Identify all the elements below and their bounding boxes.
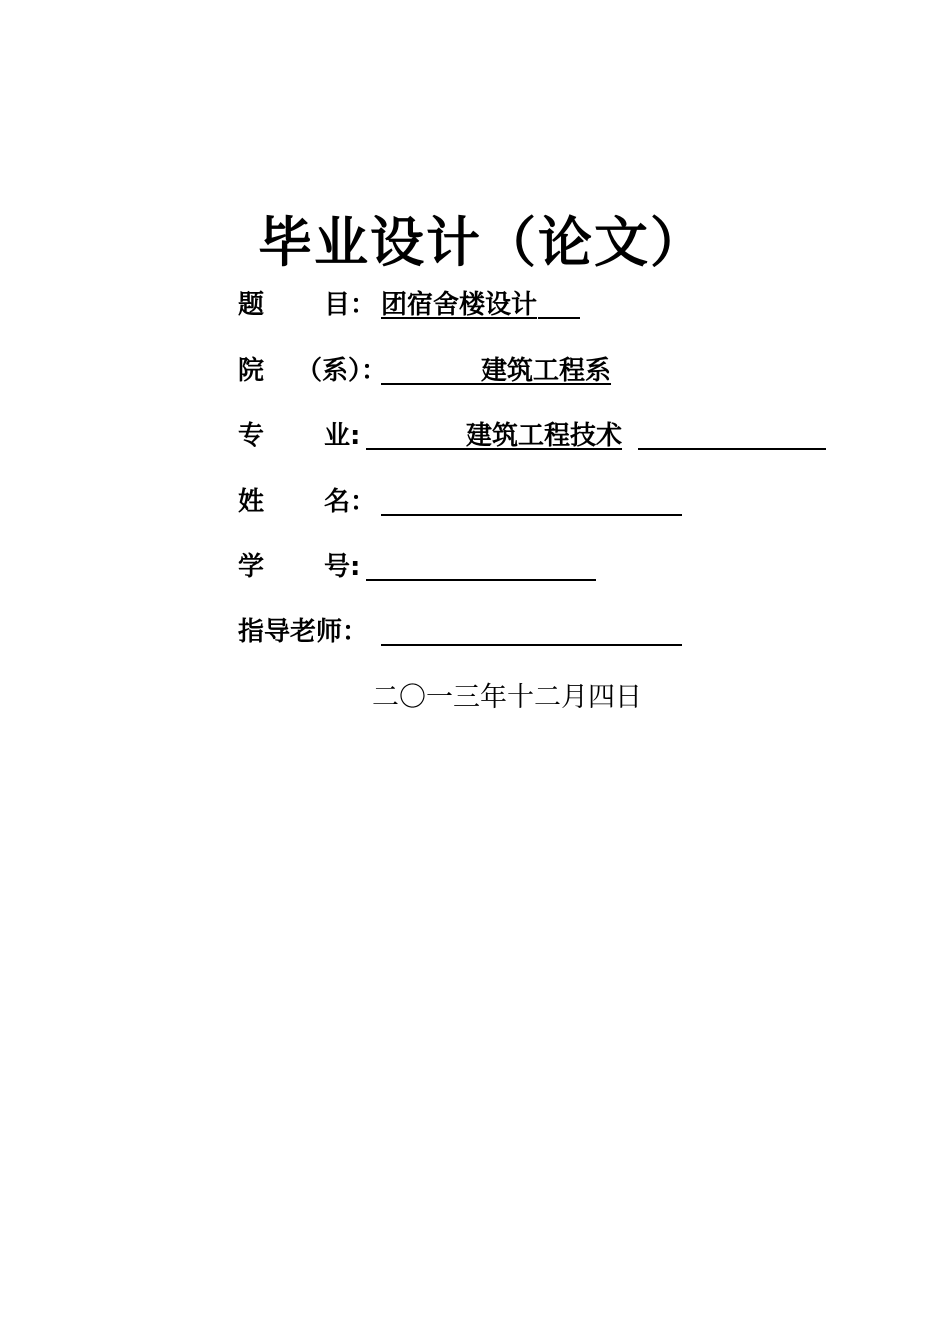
major-label-part2: 业: — [324, 421, 361, 451]
advisor-row — [238, 612, 698, 652]
major-underline-right — [638, 448, 826, 450]
department-row — [238, 351, 638, 391]
page-title: 毕业设计（论文） — [258, 211, 706, 274]
cover-date: 二〇一三年十二月四日 — [372, 682, 642, 713]
advisor-underline — [381, 644, 682, 646]
student-id-label-part1: 学 — [238, 552, 265, 582]
name-underline — [381, 514, 682, 516]
name-label-part2: 名： — [324, 487, 377, 517]
topic-label-part1: 题 — [238, 290, 265, 320]
department-value: 建筑工程系 — [481, 356, 612, 386]
student-id-row — [238, 547, 618, 587]
department-label-part1: 院 — [238, 356, 265, 386]
student-id-label-part2: 号: — [324, 552, 361, 582]
topic-underline — [538, 317, 580, 319]
department-label-part2: （系）： — [296, 356, 388, 386]
student-id-underline — [366, 579, 596, 581]
topic-label-part2: 目： — [324, 290, 377, 320]
name-row — [238, 482, 698, 522]
major-row — [238, 416, 838, 456]
department-underline — [381, 383, 481, 385]
advisor-label: 指导老师： — [238, 617, 369, 647]
topic-value: 团宿舍楼设计 — [381, 290, 538, 320]
major-label-part1: 专 — [238, 421, 265, 451]
topic-row — [238, 285, 598, 325]
name-label-part1: 姓 — [238, 487, 265, 517]
major-underline-left — [366, 448, 466, 450]
major-value: 建筑工程技术 — [466, 421, 623, 451]
